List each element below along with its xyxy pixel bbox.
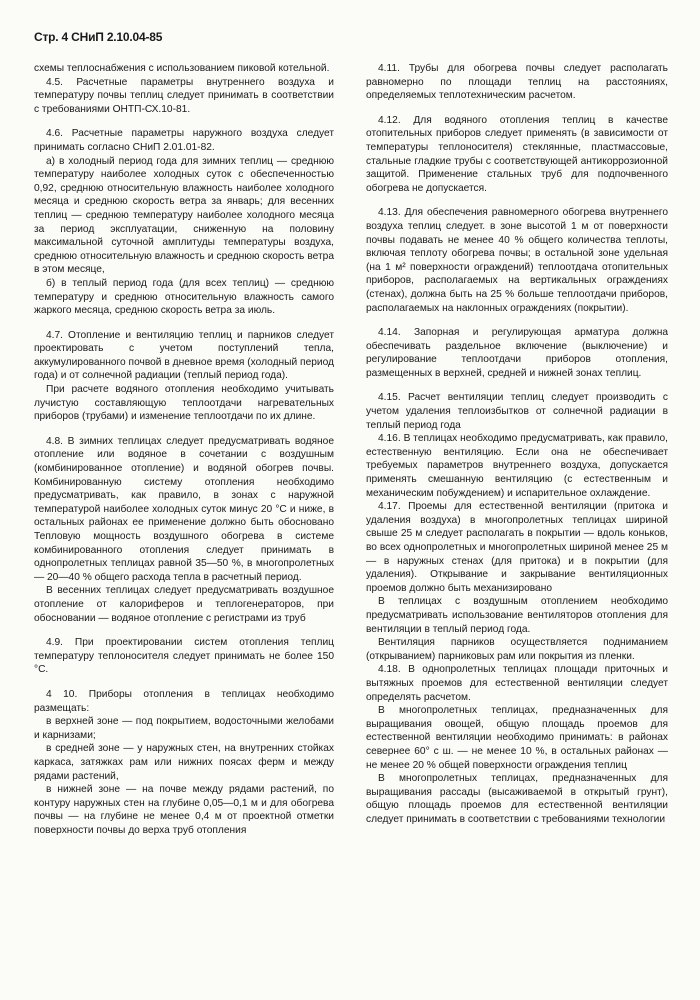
paragraph: 4.6. Расчетные параметры наружного воздуха следует принимать согласно СНиП 2.01.01-82. (34, 128, 334, 153)
paragraph: 4.8. В зимних теплицах следует предусматривать водяное отопление или водяное в сочетании с воздушным (комбинированное отопление) и водяной обогрев почвы. Комбинированную систему отопления необходимо предусматривать, как правило, в зонах с наружной температурой наиболее холодных суток минус 20 °С и ниже, в остальных районах ее применение должно быть обосновано Тепловую мощность воздушного обогрева в системе комбинированного отопления следует принимать в однопролетных теплицах равной 35—50 %, в многопролетных — 20—40 % общего расхода тепла в расчетный период. (34, 435, 334, 583)
paragraph: в верхней зоне — под покрытием, водосточными желобами и карнизами; (34, 716, 334, 741)
paragraph: В теплицах с воздушным отоплением необходимо предусматривать использование вентиляторов отопления для вентиляции в теплый период года. (366, 596, 668, 635)
left-column (34, 62, 334, 837)
right-column (366, 62, 668, 826)
paragraph: б) в теплый период года (для всех теплиц) — среднюю температуру и среднюю относительную влажность самого жаркого месяца, среднюю скорость ветра за июль. (34, 277, 334, 317)
page-header: Стр. 4 СНиП 2.10.04-85 (34, 30, 163, 44)
paragraph: 4.14. Запорная и регулирующая арматура должна обеспечивать раздельное включение (выключение) и регулирование теплоотдачи приборов отопления, размещенных в верхней, средней и нижней зонах теплиц. (366, 327, 668, 379)
paragraph: 4.16. В теплицах необходимо предусматривать, как правило, естественную вентиляцию. Если она не обеспечивает требуемых параметров внутреннего воздуха, допускается применять смешанную вентиляцию (с естественным и механическим побуждением) и испарительное охлаждение. (366, 433, 668, 499)
paragraph: В многопролетных теплицах, предназначенных для выращивания рассады (высаживаемой в открытый грунт), общую площадь проемов для естественной вентиляции следует принимать в соответствии с требованиями технологии (366, 773, 668, 825)
paragraph: В многопролетных теплицах, предназначенных для выращивания овощей, общую площадь проемов для естественной вентиляции необходимо принимать: в районах севернее 60° с ш. — не менее 10 %, в остальных районах — не менее 20 % общей поверхности ограждения теплиц (366, 705, 668, 771)
paragraph: 4.11. Трубы для обогрева почвы следует располагать равномерно по площади теплиц на расстояниях, определяемых теплотехническим расчетом. (366, 63, 668, 102)
paragraph: 4.5. Расчетные параметры внутреннего воздуха и температуру почвы теплиц следует принимать в соответствии с требованиями ОНТП-СХ.10-81. (34, 76, 334, 115)
paragraph: 4.13. Для обеспечения равномерного обогрева внутреннего воздуха теплиц следует. в зоне высотой 1 м от поверхности почвы подавать не менее 40 % общего количества теплоты, включая теплоту обогрева почвы; в остальной зоне удельная (на 1 м² поверхности ограждений) теплоотдача отопительных приборов, располагаемых на вертикальных ограждениях (стенах), должна быть на 25 % больше теплоотдачи приборов, располагаемых на наклонных ограждениях (покрытии). (366, 207, 668, 314)
paragraph: Вентиляция парников осуществляется подниманием (открыванием) парниковых рам или покрытия из пленки. (366, 637, 668, 662)
paragraph: в средней зоне — у наружных стен, на внутренних стойках каркаса, затяжках рам или нижних поясах ферм и между рядами растений, (34, 743, 334, 782)
paragraph: В весенних теплицах следует предусматривать воздушное отопление от калориферов и теплогенераторов, при обосновании — водяное отопление с регистрами из труб (34, 585, 334, 624)
paragraph: 4.12. Для водяного отопления теплиц в качестве отопительных приборов следует применять (в зависимости от температуры теплоносителя) стеклянные, пластмассовые, стальные гладкие трубы с соответствующей антикоррозионной защитой. Применение стальных труб для подпочвенного обогрева не допускается. (366, 114, 668, 194)
paragraph: 4 10. Приборы отопления в теплицах необходимо размещать: (34, 688, 334, 714)
paragraph: 4.9. При проектировании систем отопления теплиц температуру теплоносителя следует принимать не более 150 °С. (34, 637, 334, 676)
paragraph: 4.18. В однопролетных теплицах площади приточных и вытяжных проемов для естественной вентиляции следует определять расчетом. (366, 664, 668, 703)
paragraph: 4.17. Проемы для естественной вентиляции (притока и удаления воздуха) в многопролетных теплицах шириной свыше 25 м следует располагать в покрытии — вдоль коньков, во всех однопролетных и многопролетных шириной менее 25 м — в наружных стенах (для притока) и в покрытии (для удаления). Открывание и закрывание вентиляционных проемов должно быть механизировано (366, 501, 668, 594)
paragraph: схемы теплоснабжения с использованием пиковой котельной. (34, 63, 330, 74)
paragraph: 4.7. Отопление и вентиляцию теплиц и парников следует проектировать с учетом поступлений тепла, аккумулированного почвой в дневное время (холодный период года) и от солнечной радиации (теплый период года). (34, 329, 334, 382)
paragraph: а) в холодный период года для зимних теплиц — среднюю температуру наиболее холодных суток с обеспеченностью 0,92, среднюю относительную влажность наиболее холодного месяца и среднюю скорость ветра за январь; для весенних теплиц — среднюю температуру наиболее холодного месяца за период эксплуатации, сниженную на половину максимальной суточной амплитуды температуры воздуха, среднюю относительную влажность и среднюю скорость ветра в этом месяце, (34, 155, 334, 276)
paragraph: 4.15. Расчет вентиляции теплиц следует производить с учетом удаления теплоизбытков от солнечной радиации в теплый период года (366, 392, 668, 431)
paragraph: При расчете водяного отопления необходимо учитывать лучистую составляющую теплоотдачи нагревательных приборов (трубами) и изменение теплоотдачи по их длине. (34, 384, 334, 423)
paragraph: в нижней зоне — на почве между рядами растений, по контуру наружных стен на глубине 0,05—0,1 м и для обогрева почвы — на глубине не менее 0,4 м от проектной отметки поверхности почвы до верха труб отопления (34, 784, 334, 836)
